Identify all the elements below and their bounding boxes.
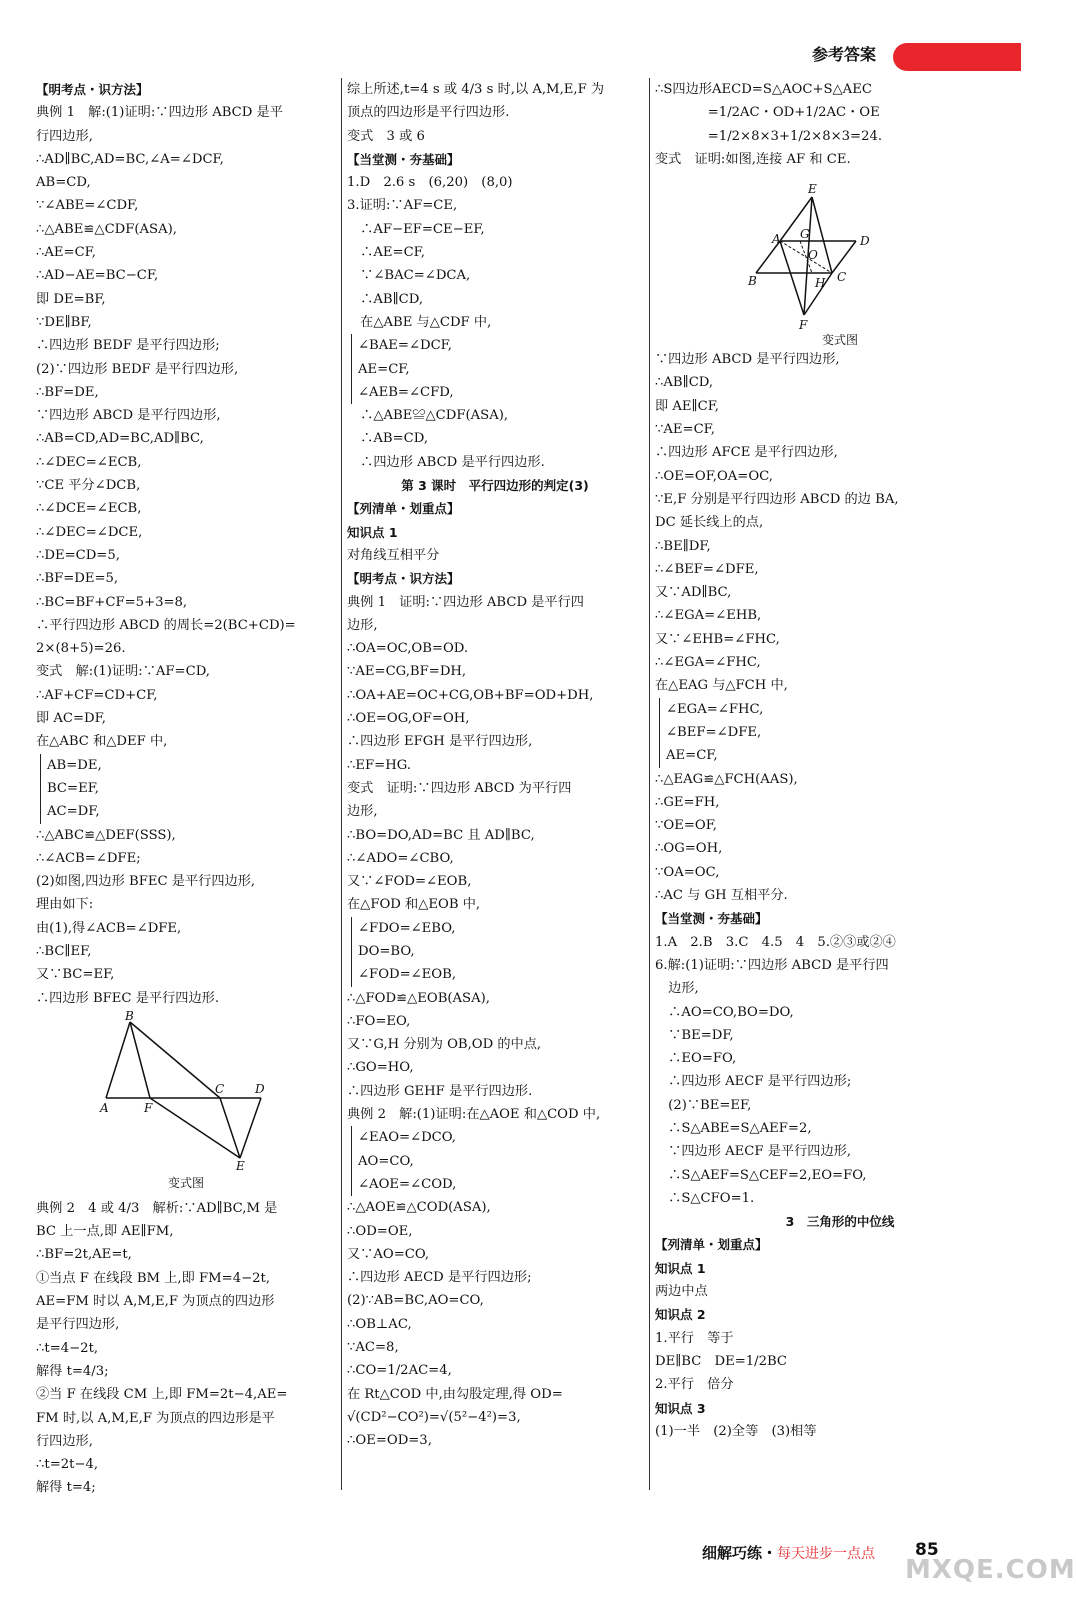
section-heading: 【当堂测・夯基础】: [347, 151, 460, 167]
text-line: 解得 t=4/3;: [36, 1363, 109, 1379]
text-line: ∴∠EGA=∠FHC,: [655, 655, 761, 671]
point-label-e: E: [236, 1158, 245, 1173]
text-line: 1.D 2.6 s (6,20) (8,0): [347, 175, 513, 191]
text-line: ∴BC∥EF,: [36, 943, 92, 959]
text-line: 变式 证明:如图,连接 AF 和 CE.: [655, 151, 851, 167]
point-label-d: D: [860, 234, 870, 249]
text-line: ∵CE 平分∠DCB,: [36, 478, 141, 494]
text-line: 即 AC=DF,: [36, 711, 106, 727]
brace-condition-line: AO=CO,: [351, 1150, 643, 1173]
text-line: ∵四边形 ABCD 是平行四边形,: [36, 408, 221, 424]
text-line: ∵AC=8,: [347, 1340, 399, 1356]
figure-col1: [36, 1010, 336, 1191]
text-line: 又∵G,H 分别为 OB,OD 的中点,: [347, 1037, 542, 1053]
text-line: 又∵∠EHB=∠FHC,: [655, 631, 780, 647]
text-line: ∴AD∥BC,AD=BC,∠A=∠DCF,: [36, 151, 224, 167]
text-line: 在△EAG 与△FCH 中,: [655, 678, 788, 694]
section-heading: 知识点 2: [655, 1307, 706, 1323]
text-line: 在△FOD 和△EOB 中,: [347, 897, 481, 913]
text-line: ②当 F 在线段 CM 上,即 FM=2t−4,AE=: [36, 1387, 288, 1403]
text-line: ∴AD−AE=BC−CF,: [36, 268, 159, 284]
text-line: 又∵BC=EF,: [36, 967, 115, 983]
section-heading: 知识点 1: [655, 1260, 706, 1276]
text-line: ∴AB=CD,: [347, 431, 429, 447]
text-line: ∴△ABE≌△CDF(ASA),: [36, 221, 177, 237]
text-line: 综上所述,t=4 s 或 4/3 s 时,以 A,M,E,F 为: [347, 82, 605, 97]
column-divider: [341, 78, 342, 1490]
text-line: ∴S△CFO=1.: [655, 1190, 755, 1206]
footer-slogan: 每天进步一点点: [777, 1546, 876, 1562]
text-line: (2)∵BE=EF,: [655, 1097, 752, 1113]
text-line: ∵OA=OC,: [655, 864, 720, 880]
text-line: ∴△AOE≌△COD(ASA),: [347, 1200, 491, 1216]
text-line: ∴t=2t−4,: [36, 1457, 99, 1473]
section-heading: 3 三角形的中位线: [785, 1214, 895, 1230]
text-line: ∴DE=CD=5,: [36, 547, 120, 563]
text-line: ∴AB∥CD,: [347, 291, 424, 307]
text-line: ∵四边形 ABCD 是平行四边形,: [655, 352, 840, 368]
text-line: ∵OE=OF,: [655, 818, 717, 834]
text-line: ∵AE=CG,BF=DH,: [347, 664, 467, 680]
text-line: √(CD²−CO²)=√(5²−4²)=3,: [347, 1409, 521, 1425]
answer-column-2: [347, 78, 643, 1453]
text-line: ∴四边形 BFEC 是平行四边形.: [36, 990, 220, 1006]
text-line: ∴四边形 AECF 是平行四边形;: [655, 1074, 852, 1090]
text-line: ∴AC 与 GH 互相平分.: [655, 888, 788, 904]
text-line: ∴平行四边形 ABCD 的周长=2(BC+CD)=: [36, 617, 296, 633]
point-label-b: B: [125, 1008, 134, 1023]
text-line: 解得 t=4;: [36, 1480, 96, 1496]
text-line: ∴四边形 GEHF 是平行四边形.: [347, 1083, 533, 1099]
text-line: ∴∠BEF=∠DFE,: [655, 561, 759, 577]
brace-condition-line: ∠FOD=∠EOB,: [351, 963, 643, 986]
text-line: ∴AB∥CD,: [655, 375, 714, 391]
text-line: ∴OA+AE=OC+CG,OB+BF=OD+DH,: [347, 687, 594, 703]
text-line: ∴OB⊥AC,: [347, 1316, 412, 1332]
page-header-title: 参考答案: [812, 45, 877, 64]
text-line: 边形,: [347, 617, 378, 633]
section-heading: 第 3 课时 平行四边形的判定(3): [401, 478, 589, 494]
text-line: ∴BE∥DF,: [655, 538, 711, 554]
text-line: ∴AB=CD,AD=BC,AD∥BC,: [36, 431, 204, 447]
text-line: ∴△FOD≌△EOB(ASA),: [347, 990, 490, 1006]
section-heading: 知识点 3: [655, 1400, 706, 1416]
text-line: 典例 1 解:(1)证明:∵四边形 ABCD 是平: [36, 105, 283, 121]
point-label-f: F: [144, 1100, 153, 1115]
text-line: 两边中点: [655, 1284, 708, 1300]
col3-text-block-1: [655, 78, 1025, 171]
text-line: 在△ABE 与△CDF 中,: [347, 314, 492, 330]
brace-condition-line: ∠AOE=∠COD,: [351, 1173, 643, 1196]
brace-condition-line: BC=EF,: [40, 777, 336, 800]
text-line: 又∵AD∥BC,: [655, 585, 732, 601]
point-label-g: G: [800, 227, 810, 242]
text-line: ∴∠DEC=∠DCE,: [36, 524, 143, 540]
text-line: AE=FM 时以 A,M,E,F 为顶点的四边形: [36, 1294, 275, 1310]
watermark: MXQE.COM: [905, 1555, 1076, 1585]
text-line: 6.解:(1)证明:∵四边形 ABCD 是平行四: [655, 957, 889, 973]
text-line: ∴四边形 BEDF 是平行四边形;: [36, 338, 220, 354]
text-line: 在△ABC 和△DEF 中,: [36, 734, 168, 750]
text-line: ∴四边形 AFCE 是平行四边形,: [655, 445, 838, 461]
text-line: ∴OD=OE,: [347, 1223, 413, 1239]
figure-caption: 变式图: [167, 1175, 204, 1190]
point-label-h: H: [815, 276, 826, 291]
text-line: ∴EO=FO,: [655, 1051, 737, 1067]
col2-text-block: [347, 78, 643, 1453]
brace-condition-line: DO=BO,: [351, 940, 643, 963]
text-line: ∴△EAG≌△FCH(AAS),: [655, 771, 798, 787]
text-line: 边形,: [655, 981, 699, 997]
brace-condition-line: ∠BEF=∠DFE,: [659, 721, 1025, 744]
text-line: (2)如图,四边形 BFEC 是平行四边形,: [36, 874, 256, 890]
brace-condition-line: AE=CF,: [351, 358, 643, 381]
brace-condition-line: AC=DF,: [40, 800, 336, 823]
text-line: ∴OG=OH,: [655, 841, 723, 857]
text-line: 又∵AO=CO,: [347, 1246, 430, 1262]
brace-condition-line: ∠FDO=∠EBO,: [351, 917, 643, 940]
section-heading: 【当堂测・夯基础】: [655, 911, 768, 927]
text-line: ∴t=4−2t,: [36, 1340, 99, 1356]
text-line: ∴∠ADO=∠CBO,: [347, 850, 454, 866]
text-line: 顶点的四边形是平行四边形.: [347, 105, 510, 121]
point-label-o: O: [808, 248, 818, 263]
text-line: ∴△ABC≌△DEF(SSS),: [36, 827, 176, 843]
text-line: FM 时,以 A,M,E,F 为顶点的四边形是平: [36, 1410, 275, 1426]
point-label-c: C: [215, 1081, 225, 1096]
text-line: ∴∠DCE=∠ECB,: [36, 501, 142, 517]
section-heading: 【明考点・识方法】: [36, 82, 149, 97]
text-line: ∴S△ABE=S△AEF=2,: [655, 1120, 812, 1136]
point-label-c: C: [837, 270, 847, 285]
text-line: ∴BC=BF+CF=5+3=8,: [36, 594, 188, 610]
text-line: 典例 2 4 或 4/3 解析:∵AD∥BC,M 是: [36, 1200, 278, 1216]
page-number: 85: [915, 1540, 939, 1560]
text-line: 变式 解:(1)证明:∵AF=CD,: [36, 664, 210, 680]
text-line: ∴EF=HG.: [347, 757, 411, 773]
text-line: ∴OA=OC,OB=OD.: [347, 641, 469, 657]
brace-condition-line: ∠BAE=∠DCF,: [351, 334, 643, 357]
text-line: ∵∠ABE=∠CDF,: [36, 198, 139, 214]
text-line: 变式 证明:∵四边形 ABCD 为平行四: [347, 780, 572, 796]
text-line: 变式 3 或 6: [347, 128, 425, 144]
text-line: ∴GE=FH,: [655, 794, 720, 810]
text-line: ∴四边形 EFGH 是平行四边形,: [347, 734, 533, 750]
col1-text-block-2: [36, 1197, 336, 1500]
col3-text-block-2: [655, 348, 1025, 1443]
text-line: 对角线互相平分: [347, 547, 440, 563]
text-line: 3.证明:∵AF=CE,: [347, 198, 458, 214]
brace-condition-line: AB=DE,: [40, 754, 336, 777]
text-line: 1.平行 等于: [655, 1330, 734, 1346]
text-line: 理由如下:: [36, 897, 94, 913]
text-line: ∴AE=CF,: [36, 245, 96, 261]
text-line: ∴CO=1/2AC=4,: [347, 1363, 452, 1379]
text-line: ∴AF+CF=CD+CF,: [36, 687, 158, 703]
text-line: 2×(8+5)=26.: [36, 641, 126, 657]
text-line: ∴OE=OF,OA=OC,: [655, 468, 773, 484]
brace-condition-line: ∠AEB=∠CFD,: [351, 381, 643, 404]
text-line: ∴FO=EO,: [347, 1013, 411, 1029]
point-label-a: A: [100, 1100, 109, 1115]
parallelogram-abcd-diagram: [655, 171, 1025, 333]
col1-text-block-1: [36, 78, 336, 1010]
brace-condition-line: AE=CF,: [659, 744, 1025, 767]
text-line: ①当点 F 在线段 BM 上,即 FM=4−2t,: [36, 1270, 271, 1286]
text-line: ∴∠ACB=∠DFE;: [36, 850, 141, 866]
text-line: (2)∵AB=BC,AO=CO,: [347, 1293, 484, 1309]
text-line: ∴GO=HO,: [347, 1060, 414, 1076]
text-line: ∴∠DEC=∠ECB,: [36, 454, 142, 470]
text-line: ∴OE=OD=3,: [347, 1433, 432, 1449]
parallelogram-bfec-diagram: [36, 1008, 336, 1173]
text-line: 即 DE=BF,: [36, 291, 106, 307]
text-line: ∵AE=CF,: [655, 422, 715, 438]
text-line: DE∥BC DE=1/2BC: [655, 1353, 788, 1369]
footer-book-name: 细解巧练・: [702, 1544, 778, 1562]
text-line: ∴四边形 AECD 是平行四边形;: [347, 1270, 532, 1286]
text-line: =1/2AC・OD+1/2AC・OE: [655, 105, 880, 121]
text-line: ∵BE=DF,: [655, 1027, 734, 1043]
answer-column-1: [36, 78, 336, 1500]
point-label-d: D: [255, 1081, 265, 1096]
text-line: ∴AF−EF=CE−EF,: [347, 221, 485, 237]
text-line: 典例 1 证明:∵四边形 ABCD 是平行四: [347, 594, 584, 610]
text-line: ∴BF=2t,AE=t,: [36, 1247, 132, 1263]
text-line: =1/2×8×3+1/2×8×3=24.: [655, 128, 883, 144]
figure-caption: 变式图: [821, 333, 858, 348]
text-line: 又∵∠FOD=∠EOB,: [347, 874, 472, 890]
section-heading: 【明考点・识方法】: [347, 571, 460, 587]
text-line: ∴AE=CF,: [347, 245, 425, 261]
point-label-f: F: [799, 318, 808, 333]
section-heading: 【列清单・划重点】: [655, 1237, 768, 1253]
text-line: ∵四边形 AECF 是平行四边形,: [655, 1144, 852, 1160]
text-line: ∴△ABE≌△CDF(ASA),: [347, 408, 509, 424]
text-line: ∴BO=DO,AD=BC 且 AD∥BC,: [347, 827, 535, 843]
text-line: ∴S四边形AECD=S△AOC+S△AEC: [655, 82, 872, 97]
text-line: AB=CD,: [36, 175, 91, 191]
text-line: BC 上一点,即 AE∥FM,: [36, 1224, 174, 1240]
page-footer: [702, 1542, 875, 1563]
text-line: ∴BF=DE,: [36, 384, 99, 400]
text-line: ∵DE∥BF,: [36, 314, 92, 330]
section-heading: 【列清单・划重点】: [347, 501, 460, 517]
text-line: ∴BF=DE=5,: [36, 571, 119, 587]
text-line: (1)一半 (2)全等 (3)相等: [655, 1423, 817, 1439]
column-divider: [649, 78, 650, 1490]
section-heading: 知识点 1: [347, 524, 398, 540]
text-line: ∵∠BAC=∠DCA,: [347, 268, 471, 284]
text-line: ∵E,F 分别是平行四边形 ABCD 的边 BA,: [655, 491, 899, 507]
text-line: 1.A 2.B 3.C 4.5 4 5.②③或②④: [655, 934, 896, 950]
text-line: 即 AE∥CF,: [655, 398, 719, 414]
text-line: 典例 2 解:(1)证明:在△AOE 和△COD 中,: [347, 1107, 601, 1123]
answer-column-3: [655, 78, 1025, 1443]
point-label-b: B: [748, 274, 757, 289]
brace-condition-line: ∠EAO=∠DCO,: [351, 1126, 643, 1149]
text-line: DC 延长线上的点,: [655, 515, 764, 531]
text-line: ∴AO=CO,BO=DO,: [655, 1004, 794, 1020]
text-line: 行四边形,: [36, 1433, 93, 1449]
point-label-e: E: [808, 182, 817, 197]
text-line: 行四边形,: [36, 128, 93, 144]
text-line: ∴四边形 ABCD 是平行四边形.: [347, 454, 545, 470]
text-line: ∴OE=OG,OF=OH,: [347, 711, 470, 727]
text-line: 是平行四边形,: [36, 1317, 120, 1333]
text-line: ∴∠EGA=∠EHB,: [655, 608, 762, 624]
text-line: 边形,: [347, 804, 378, 820]
text-line: 2.平行 倍分: [655, 1377, 734, 1393]
point-label-a: A: [772, 232, 781, 247]
text-line: ∴S△AEF=S△CEF=2,EO=FO,: [655, 1167, 867, 1183]
text-line: 在 Rt△COD 中,由勾股定理,得 OD=: [347, 1386, 563, 1402]
text-line: 由(1),得∠ACB=∠DFE,: [36, 920, 182, 936]
brace-condition-line: ∠EGA=∠FHC,: [659, 698, 1025, 721]
text-line: (2)∵四边形 BEDF 是平行四边形,: [36, 361, 239, 377]
header-red-bar: [893, 43, 1021, 71]
figure-col3: [655, 171, 1025, 348]
